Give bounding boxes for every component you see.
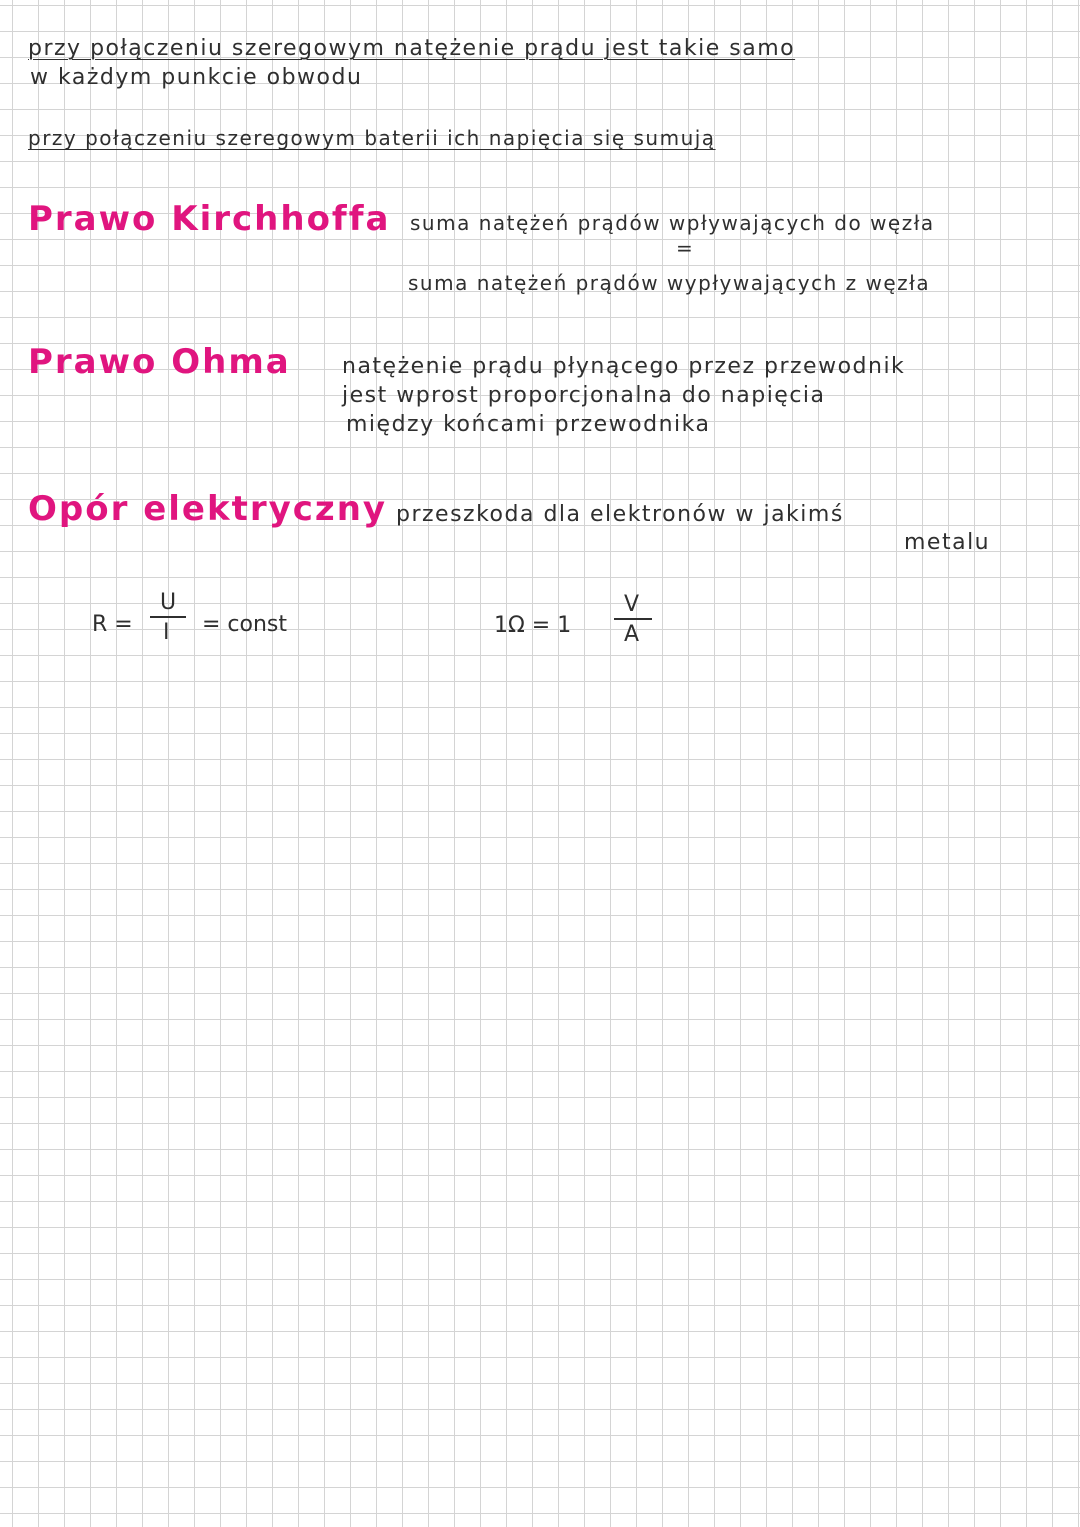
note-series-current-line2: w każdym punkcie obwodu xyxy=(30,65,363,90)
note-series-voltage: przy połączeniu szeregowym baterii ich napięcia się sumują xyxy=(28,126,716,150)
resistance-line2: metalu xyxy=(904,530,991,555)
ohm-line3: między końcami przewodnika xyxy=(346,412,711,437)
formula-resistance-rhs: = const xyxy=(202,612,288,637)
formula-resistance-numerator: U xyxy=(160,590,177,615)
note-series-current-line1: przy połączeniu szeregowym natężenie prądu jest takie samo xyxy=(28,36,796,61)
kirchhoff-line1: suma natężeń prądów wpływających do węzła xyxy=(410,211,935,235)
formula-unit-numerator: V xyxy=(624,592,640,617)
ohm-line2: jest wprost proporcjonalna do napięcia xyxy=(342,383,826,408)
kirchhoff-heading: Prawo Kirchhoffa xyxy=(28,199,391,239)
formula-resistance-fraction-bar xyxy=(150,616,186,618)
formula-unit-fraction-bar xyxy=(614,618,652,620)
kirchhoff-equals: = xyxy=(676,236,695,260)
ohm-heading: Prawo Ohma xyxy=(28,342,291,382)
ohm-line1: natężenie prądu płynącego przez przewodnik xyxy=(342,354,906,379)
formula-unit-lhs: 1Ω = 1 xyxy=(494,613,572,638)
formula-resistance-denominator: I xyxy=(163,620,170,645)
formula-unit-denominator: A xyxy=(624,622,640,647)
resistance-heading: Opór elektryczny xyxy=(28,489,388,529)
resistance-line1: przeszkoda dla elektronów w jakimś xyxy=(396,502,844,527)
kirchhoff-line2: suma natężeń prądów wypływających z węzła xyxy=(408,271,931,295)
formula-resistance-lhs: R = xyxy=(92,612,133,637)
